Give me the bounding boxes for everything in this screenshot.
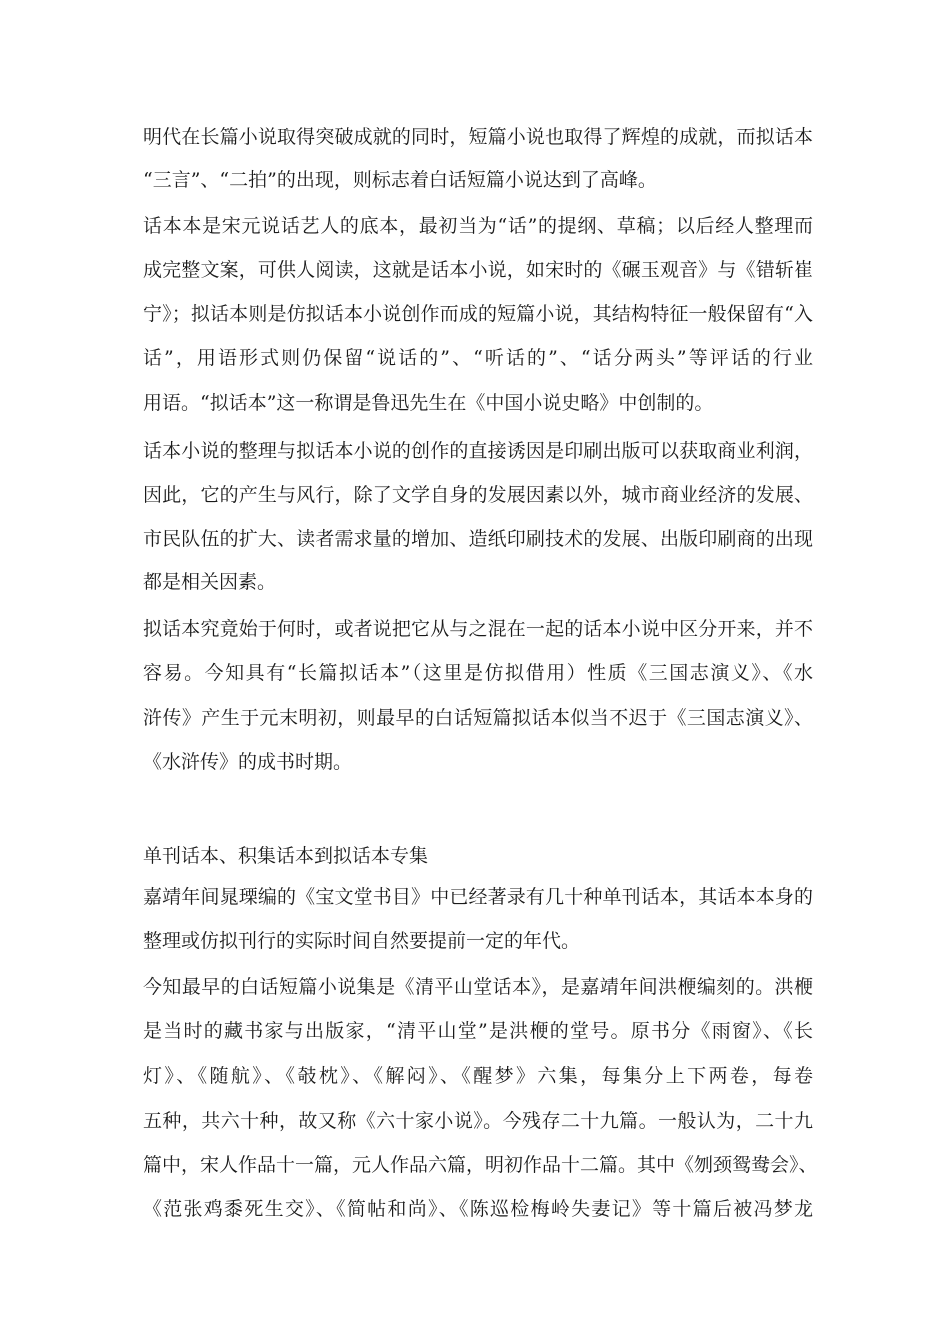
text-line: 灯》、《随航》、《攲枕》、《解闷》、《醒梦》六集，每集分上下两卷，每卷 (143, 1065, 813, 1087)
text-line: 篇中，宋人作品十一篇，元人作品六篇，明初作品十二篇。其中《刎颈鸳鸯会》、 (143, 1154, 818, 1176)
text-line: 因此，它的产生与风行，除了文学自身的发展因素以外，城市商业经济的发展、 (143, 484, 813, 506)
text-line: 话”，用语形式则仍保留“说话的”、“听话的”、“话分两头”等评话的行业 (143, 347, 813, 369)
text-line: 五种，共六十种，故又称《六十家小说》。今残存二十九篇。一般认为，二十九 (143, 1110, 813, 1132)
text-line: 明代在长篇小说取得突破成就的同时，短篇小说也取得了辉煌的成就，而拟话本 (143, 126, 813, 148)
text-line: 宁》；拟话本则是仿拟话本小说创作而成的短篇小说，其结构特征一般保留有“入 (143, 303, 813, 325)
text-line: 《水浒传》的成书时期。 (143, 751, 353, 773)
text-line: 话本小说的整理与拟话本小说的创作的直接诱因是印刷出版可以获取商业利润， (143, 440, 813, 462)
text-line: 都是相关因素。 (143, 571, 277, 593)
text-line: 今知最早的白话短篇小说集是《清平山堂话本》，是嘉靖年间洪楩编刻的。洪楩 (143, 976, 813, 998)
text-line: 拟话本究竟始于何时，或者说把它从与之混在一起的话本小说中区分开来，并不 (143, 618, 813, 640)
text-line: 用语。“拟话本”这一称谓是鲁迅先生在《中国小说史略》中创制的。 (143, 392, 714, 414)
text-line: 市民队伍的扩大、读者需求量的增加、造纸印刷技术的发展、出版印刷商的出现 (143, 528, 813, 550)
text-line: 成完整文案，可供人阅读，这就是话本小说，如宋时的《碾玉观音》与《错斩崔 (143, 259, 813, 281)
text-line: 浒传》产生于元末明初，则最早的白话短篇拟话本似当不迟于《三国志演义》、 (143, 707, 813, 729)
text-line: 整理或仿拟刊行的实际时间自然要提前一定的年代。 (143, 930, 581, 952)
text-line: 话本本是宋元说话艺人的底本，最初当为“话”的提纲、草稿；以后经人整理而 (143, 215, 813, 237)
text-line: 《范张鸡黍死生交》、《简帖和尚》、《陈巡检梅岭失妻记》等十篇后被冯梦龙 (143, 1198, 813, 1220)
text-line: 是当时的藏书家与出版家，“清平山堂”是洪楩的堂号。原书分《雨窗》、《长 (143, 1020, 813, 1042)
section-heading: 单刊话本、积集话本到拟话本专集 (143, 845, 429, 867)
text-line: 嘉靖年间晁瑮编的《宝文堂书目》中已经著录有几十种单刊话本，其话本本身的 (143, 886, 813, 908)
text-line: “三言”、“二拍”的出现，则标志着白话短篇小说达到了高峰。 (143, 169, 657, 191)
text-line: 容易。今知具有“长篇拟话本”（这里是仿拟借用）性质《三国志演义》、《水 (143, 662, 813, 684)
